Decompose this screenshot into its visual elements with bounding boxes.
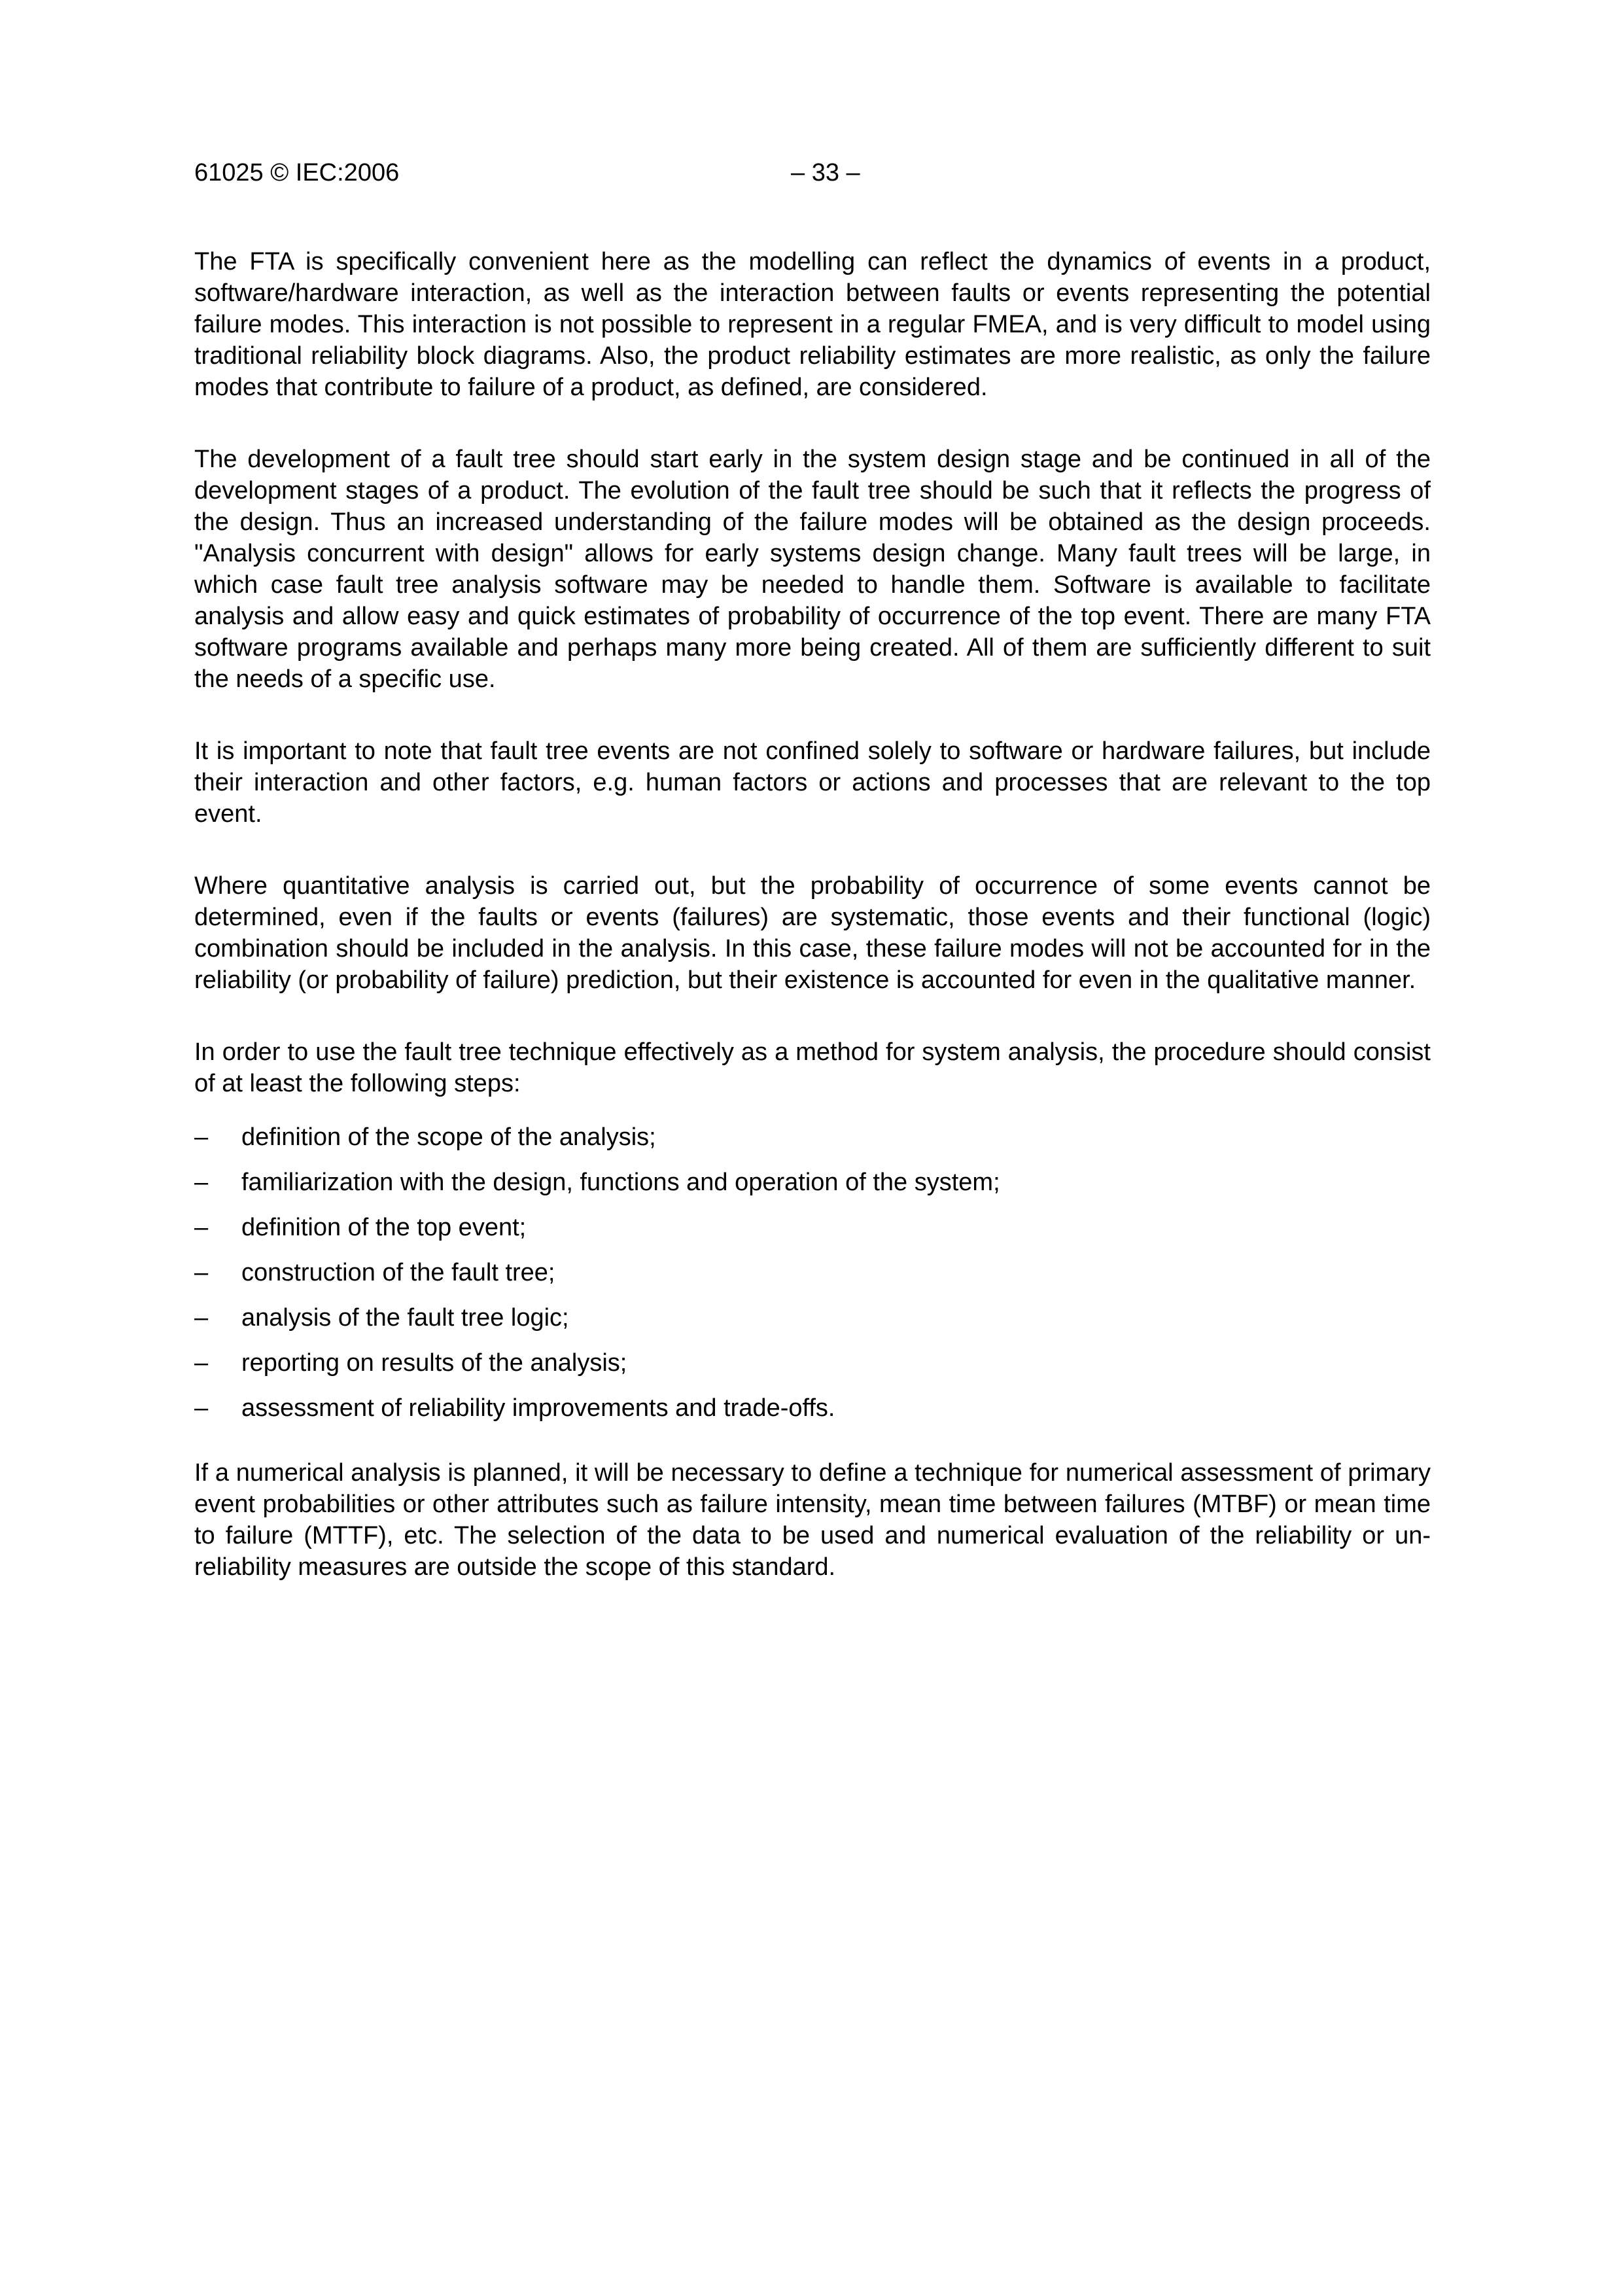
paragraph-procedure-intro: In order to use the fault tree technique effectively as a method for system analysis, the procedure should consist of at least the following steps: [194, 1038, 1431, 1097]
list-dash: – [194, 1169, 209, 1196]
list-item-text: definition of the scope of the analysis; [241, 1123, 656, 1151]
paragraph-quantitative-analysis: Where quantitative analysis is carried out, but the probability of occurrence of some events cannot be determined, even if the faults or events (failures) are systematic, those events and their functional (logic) combination should be included in the analysis. In this case, these failure modes will not be accounted for in the reliability (or probability of failure) prediction, but their existence is accounted for even in the qualitative manner. [194, 872, 1431, 994]
paragraph-numerical-analysis: If a numerical analysis is planned, it will be necessary to define a technique for numerical assessment of primary event probabilities or other attributes such as failure intensity, mean time between failures (MTBF) or mean time to failure (MTTF), etc. The selection of the data to be used and numerical evaluation of the reliability or un-reliability measures are outside the scope of this standard. [194, 1459, 1431, 1581]
paragraph-fault-tree-development: The development of a fault tree should start early in the system design stage and be continued in all of the development stages of a product. The evolution of the fault tree should be such that it reflects the progress of the design. Thus an increased understanding of the failure modes will be obtained as the design proceeds. "Analysis concurrent with design" allows for early systems design change. Many fault trees will be large, in which case fault tree analysis software may be needed to handle them. Software is available to facilitate analysis and allow easy and quick estimates of probability of occurrence of the top event. There are many FTA software programs available and perhaps many more being created. All of them are sufficiently different to suit the needs of a specific use. [194, 446, 1431, 693]
list-item-text: reporting on results of the analysis; [241, 1349, 627, 1377]
list-dash: – [194, 1259, 209, 1286]
list-dash: – [194, 1349, 209, 1377]
page-header [194, 156, 1437, 195]
list-item [194, 1212, 1431, 1257]
list-item [194, 1122, 1431, 1167]
list-item-text: definition of the top event; [241, 1214, 527, 1241]
list-dash: – [194, 1214, 209, 1241]
list-item-text: assessment of reliability improvements and trade-offs. [241, 1394, 835, 1422]
list-item [194, 1347, 1431, 1392]
list-item [194, 1302, 1431, 1347]
list-item-text: construction of the fault tree; [241, 1259, 555, 1286]
paragraph-fault-tree-events: It is important to note that fault tree events are not confined solely to software or hardware failures, but include their interaction and other factors, e.g. human factors or actions and processes that are relevant to the top event. [194, 737, 1431, 828]
list-dash: – [194, 1123, 209, 1151]
list-item [194, 1167, 1431, 1212]
document-body [194, 246, 1431, 1623]
list-item-text: familiarization with the design, functions and operation of the system; [241, 1169, 1000, 1196]
list-dash: – [194, 1304, 209, 1332]
procedure-steps-list [194, 1122, 1431, 1438]
list-item [194, 1257, 1431, 1302]
paragraph-fta-convenience: The FTA is specifically convenient here as the modelling can reflect the dynamics of events in a product, software/hardware interaction, as well as the interaction between faults or events representing the potential failure modes. This interaction is not possible to represent in a regular FMEA, and is very difficult to model using traditional reliability block diagrams. Also, the product reliability estimates are more realistic, as only the failure modes that contribute to failure of a product, as defined, are considered. [194, 248, 1431, 401]
document-id: 61025 © IEC:2006 [194, 159, 400, 186]
page-number: – 33 – [791, 159, 860, 186]
list-item-text: analysis of the fault tree logic; [241, 1304, 569, 1332]
list-dash: – [194, 1394, 209, 1422]
list-item [194, 1392, 1431, 1438]
